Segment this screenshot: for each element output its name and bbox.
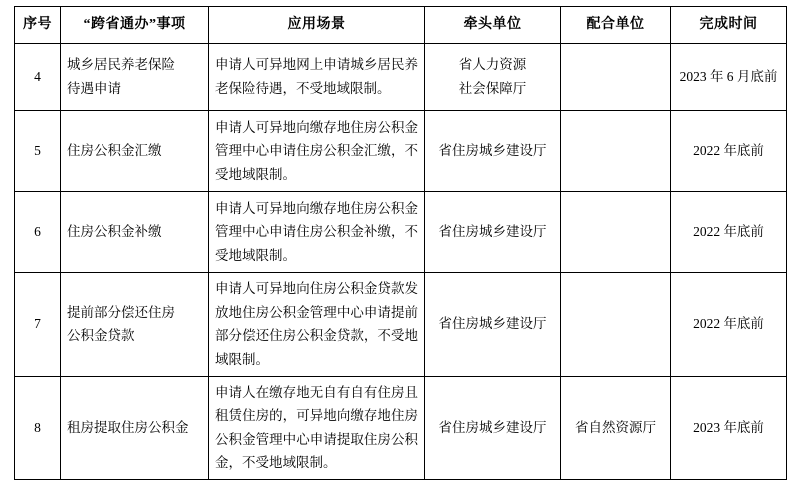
cell-assist-unit bbox=[561, 273, 671, 377]
cell-lead-line: 社会保障厅 bbox=[458, 81, 527, 96]
cell-index: 4 bbox=[15, 44, 61, 111]
table-row bbox=[15, 111, 787, 192]
cell-matter-line: 提前部分偿还住房 bbox=[67, 304, 175, 320]
column-header-matter: “跨省通办”事项 bbox=[61, 7, 209, 44]
cell-scenario: 申请人在缴存地无自有自有住房且租赁住房的，可异地向缴存地住房公积金管理中心申请提取住房公积金，不受地域限制。 bbox=[209, 376, 425, 480]
column-header-scenario: 应用场景 bbox=[209, 7, 425, 44]
cell-scenario: 申请人可异地向缴存地住房公积金管理中心申请住房公积金补缴，不受地域限制。 bbox=[209, 192, 425, 273]
cell-matter-line: 待遇申请 bbox=[67, 81, 121, 96]
cell-matter-line: 住房公积金补缴 bbox=[67, 224, 162, 240]
cell-deadline: 2023 年 6 月底前 bbox=[671, 44, 787, 111]
cell-scenario: 申请人可异地向缴存地住房公积金管理中心申请住房公积金汇缴，不受地域限制。 bbox=[209, 111, 425, 192]
column-header-index: 序号 bbox=[15, 7, 61, 44]
cell-deadline: 2022 年底前 bbox=[671, 192, 787, 273]
cell-deadline: 2023 年底前 bbox=[671, 376, 787, 480]
cell-matter-line: 城乡居民养老保险 bbox=[67, 57, 175, 73]
cell-lead-unit bbox=[425, 192, 561, 273]
cell-scenario: 申请人可异地向住房公积金贷款发放地住房公积金管理中心申请提前部分偿还住房公积金贷款，不受地域限制。 bbox=[209, 273, 425, 377]
cell-assist-unit bbox=[561, 44, 671, 111]
cell-deadline: 2022 年底前 bbox=[671, 273, 787, 377]
cell-lead-line: 省住房城乡建设厅 bbox=[438, 143, 547, 159]
table-header-row bbox=[15, 7, 787, 44]
cell-index: 7 bbox=[15, 273, 61, 377]
cell-matter-line: 住房公积金汇缴 bbox=[67, 143, 162, 159]
table-row bbox=[15, 44, 787, 111]
cell-index: 6 bbox=[15, 192, 61, 273]
cell-scenario: 申请人可异地网上申请城乡居民养老保险待遇，不受地域限制。 bbox=[209, 44, 425, 111]
document-page bbox=[0, 6, 800, 471]
cell-assist-unit bbox=[561, 192, 671, 273]
cell-lead-unit bbox=[425, 111, 561, 192]
column-header-assist-unit: 配合单位 bbox=[561, 7, 671, 44]
cross-province-matters-table bbox=[14, 6, 787, 480]
cell-lead-line: 省住房城乡建设厅 bbox=[438, 224, 547, 240]
table-row bbox=[15, 192, 787, 273]
cell-lead-unit bbox=[425, 273, 561, 377]
cell-lead-line: 省住房城乡建设厅 bbox=[438, 419, 547, 435]
table-row bbox=[15, 273, 787, 377]
cell-matter bbox=[61, 376, 209, 480]
table-header bbox=[15, 7, 787, 44]
cell-index: 5 bbox=[15, 111, 61, 192]
column-header-deadline: 完成时间 bbox=[671, 7, 787, 44]
cell-index: 8 bbox=[15, 376, 61, 480]
cell-matter-line: 公积金贷款 bbox=[67, 328, 135, 344]
column-header-lead-unit: 牵头单位 bbox=[425, 7, 561, 44]
cell-assist-unit: 省自然资源厅 bbox=[561, 376, 671, 480]
cell-matter bbox=[61, 44, 209, 111]
cell-assist-unit bbox=[561, 111, 671, 192]
cell-matter bbox=[61, 111, 209, 192]
cell-deadline: 2022 年底前 bbox=[671, 111, 787, 192]
cell-matter-line: 租房提取住房公积金 bbox=[67, 419, 189, 435]
cell-matter bbox=[61, 192, 209, 273]
table-row bbox=[15, 376, 787, 480]
cell-lead-unit bbox=[425, 376, 561, 480]
cell-lead-unit bbox=[425, 44, 561, 111]
cell-lead-line: 省人力资源 bbox=[458, 57, 527, 73]
table-body bbox=[15, 44, 787, 480]
cell-lead-line: 省住房城乡建设厅 bbox=[438, 316, 547, 332]
cell-matter bbox=[61, 273, 209, 377]
